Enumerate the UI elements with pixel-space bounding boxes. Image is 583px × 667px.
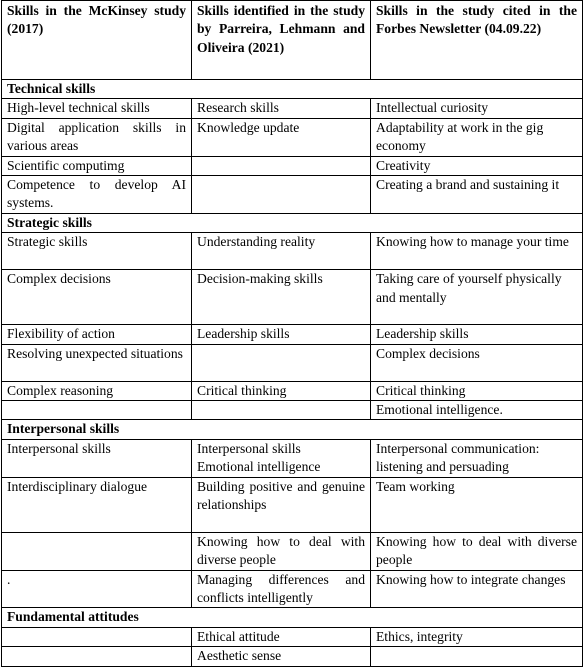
table-cell: Complex reasoning [2, 381, 192, 400]
table-row [2, 439, 583, 477]
section-title-fundamental: Fundamental attitudes [2, 608, 583, 627]
section-title-technical: Technical skills [2, 80, 583, 99]
table-cell: High-level technical skills [2, 99, 192, 118]
table-cell: Strategic skills [2, 233, 192, 270]
section-title-strategic: Strategic skills [2, 213, 583, 232]
table-cell: Creativity [371, 156, 583, 175]
table-cell [192, 439, 371, 477]
table-cell: Competence to develop AI systems. [2, 176, 192, 214]
table-cell [192, 344, 371, 381]
table-row [2, 325, 583, 344]
table-row [2, 156, 583, 175]
table-cell: Team working [371, 477, 583, 532]
table-cell: Complex decisions [371, 344, 583, 381]
table-cell: Understanding reality [192, 233, 371, 270]
section-title-interpersonal: Interpersonal skills [2, 420, 583, 439]
table-cell: Knowing how to deal with diverse people [371, 532, 583, 570]
table-cell: Building positive and genuine relationships [192, 477, 371, 532]
table-row [2, 270, 583, 325]
header-forbes: Skills in the study cited in the Forbes Newsletter (04.09.22) [371, 1, 583, 80]
table-cell [2, 627, 192, 646]
section-row [2, 420, 583, 439]
table-cell [192, 156, 371, 175]
table-cell: Adaptability at work in the gig economy [371, 118, 583, 156]
skills-comparison-table [1, 0, 583, 667]
table-cell: Complex decisions [2, 270, 192, 325]
table-cell: . [2, 570, 192, 608]
table-cell: Resolving unexpected situations [2, 344, 192, 381]
table-cell: Knowing how to deal with diverse people [192, 532, 371, 570]
table-row [2, 401, 583, 420]
section-row [2, 80, 583, 99]
table-cell: Knowing how to integrate changes [371, 570, 583, 608]
table-cell: Ethics, integrity [371, 627, 583, 646]
table-cell: Critical thinking [371, 381, 583, 400]
table-cell: Knowledge update [192, 118, 371, 156]
header-parreira: Skills identified in the study by Parreira, Lehmann and Oliveira (2021) [192, 1, 371, 80]
table-cell [2, 647, 192, 666]
section-row [2, 608, 583, 627]
cell-line: Interpersonal skills Emotional intelligence [197, 440, 321, 475]
table-cell: Interpersonal skills [2, 439, 192, 477]
table-cell: Interdisciplinary dialogue [2, 477, 192, 532]
table-row [2, 532, 583, 570]
table-cell [2, 532, 192, 570]
table-row [2, 344, 583, 381]
table-cell: Flexibility of action [2, 325, 192, 344]
table-cell: Taking care of yourself physically and mentally [371, 270, 583, 325]
table-row [2, 118, 583, 156]
table-row [2, 477, 583, 532]
table-cell [2, 401, 192, 420]
table-cell: Intellectual curiosity [371, 99, 583, 118]
table-row [2, 570, 583, 608]
table-cell: Interpersonal communication: listening and persuading [371, 439, 583, 477]
table-row [2, 99, 583, 118]
table-cell [371, 647, 583, 666]
table-row [2, 233, 583, 270]
table-cell: Ethical attitude [192, 627, 371, 646]
table-cell: Knowing how to manage your time [371, 233, 583, 270]
table-cell: Creating a brand and sustaining it [371, 176, 583, 214]
section-row [2, 213, 583, 232]
header-mckinsey: Skills in the McKinsey study (2017) [2, 1, 192, 80]
table-cell [192, 176, 371, 214]
table-row [2, 647, 583, 666]
table-row [2, 176, 583, 214]
table-cell: Critical thinking [192, 381, 371, 400]
table-cell: Leadership skills [371, 325, 583, 344]
table-row [2, 627, 583, 646]
table-cell: Managing differences and conflicts intelligently [192, 570, 371, 608]
table-cell: Emotional intelligence. [371, 401, 583, 420]
table-cell: Scientific computimg [2, 156, 192, 175]
table-cell: Decision-making skills [192, 270, 371, 325]
table-cell: Research skills [192, 99, 371, 118]
header-row [2, 1, 583, 80]
table-cell [192, 401, 371, 420]
table-cell: Leadership skills [192, 325, 371, 344]
table-cell: Digital application skills in various areas [2, 118, 192, 156]
table-row [2, 381, 583, 400]
table-cell: Aesthetic sense [192, 647, 371, 666]
